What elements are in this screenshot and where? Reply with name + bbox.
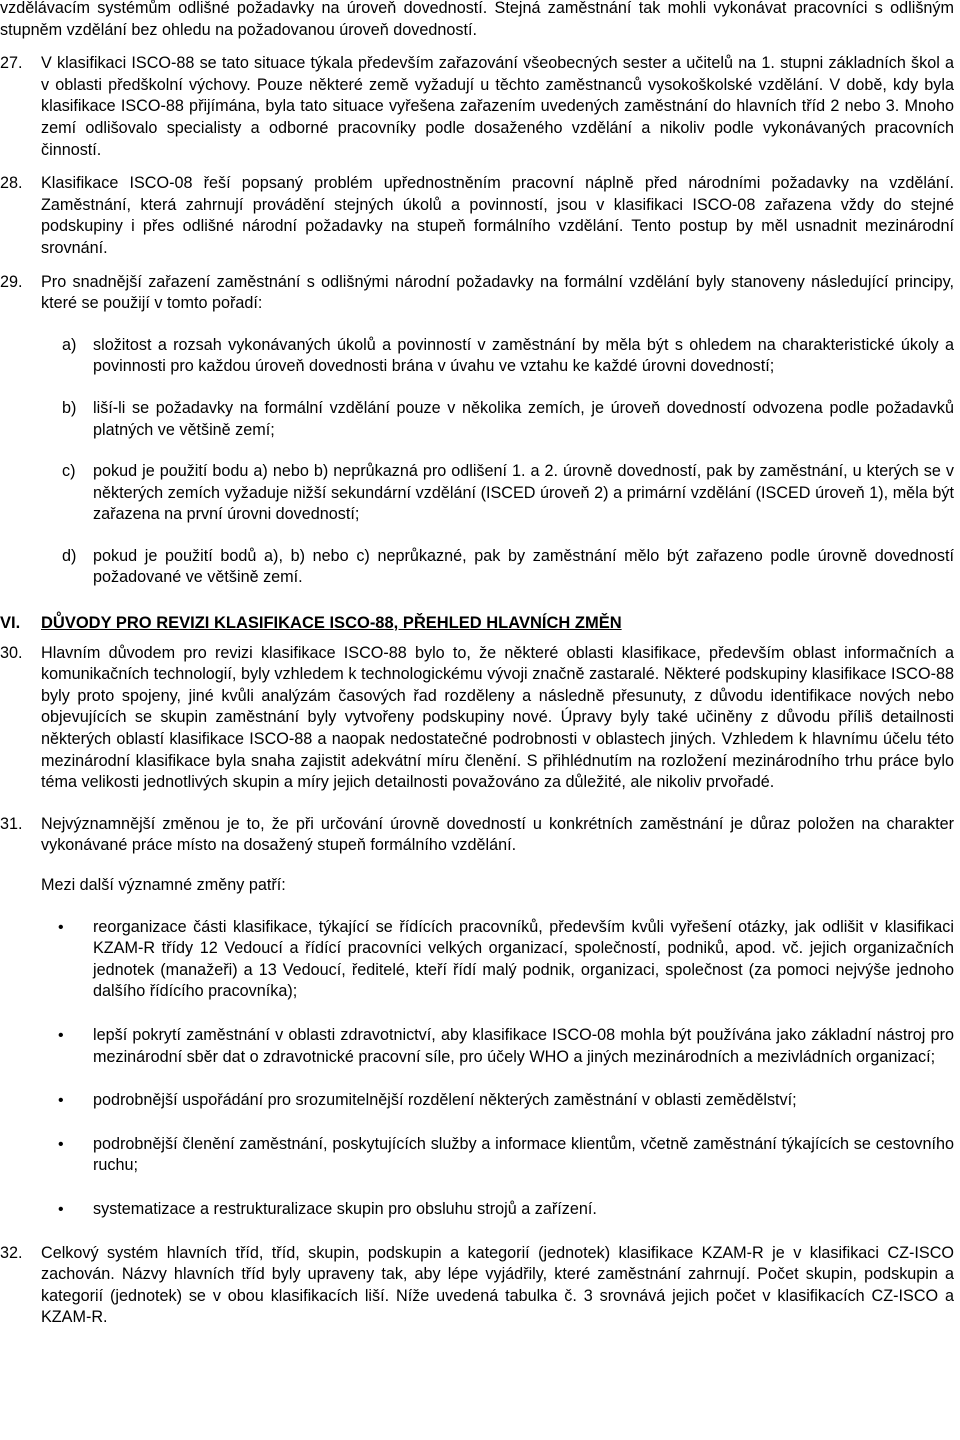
list-item	[0, 335, 954, 378]
paragraph-27	[0, 53, 954, 161]
list-item	[0, 1090, 954, 1112]
paragraph-text: V klasifikaci ISCO-88 se tato situace týkala především zařazování všeobecných sester a učitelů na 1. stupni základních škol a v oblasti předškolní výchovy. Pouze některé země vyžadují u těchto zaměstnanců vysokoškolské vzdělání. V době, kdy byla klasifikace ISCO-88 přijímána, byla tato situace vyřešena zařazením uvedených zaměstnání do hlavních tříd 2 nebo 3. Mnoho zemí odlišovalo specialisty a odborné pracovníky podle dosaženého vzdělání a nikoliv podle vykonávaných pracovních činností.	[41, 54, 954, 159]
paragraph-text: Klasifikace ISCO-08 řeší popsaný problém upřednostněním pracovní náplně před národními požadavky na vzdělání. Zaměstnání, která zahrnují provádění stejných úkolů a povinností, jsou v klasifikaci ISCO-08 zařazena vždy do stejné podskupiny i přes odlišné národní požadavky na stupeň formálního vzdělání. Tento postup by měl usnadnit mezinárodní srovnání.	[41, 174, 954, 257]
paragraph-number: 29.	[0, 272, 23, 291]
list-item-text: systematizace a restrukturalizace skupin pro obsluhu strojů a zařízení.	[93, 1199, 597, 1218]
list-item	[0, 546, 954, 589]
list-item	[0, 1025, 954, 1068]
section-title: DŮVODY PRO REVIZI KLASIFIKACE ISCO-88, PŘEHLED HLAVNÍCH ZMĚN	[41, 614, 622, 633]
paragraph-32	[0, 1243, 954, 1329]
list-item-label: c)	[62, 462, 76, 481]
paragraph-text: Nejvýznamnější změnou je to, že při určování úrovně dovedností u konkrétních zaměstnání je důraz položen na charakter vykonávané práce místo na dosažený stupeň formálního vzdělání.	[41, 814, 954, 855]
section-number: VI.	[0, 614, 21, 633]
list-item-text: liší-li se požadavky na formální vzdělání pouze v několika zemích, je úroveň dovedností odvozena podle požadavků platných ve většině zemí;	[93, 398, 954, 439]
continuation-text: vzdělávacím systémům odlišné požadavky na úroveň dovedností. Stejná zaměstnání tak mohli vykonávat pracovníci s odlišným stupněm vzdělání bez ohledu na požadovanou úroveň dovedností.	[0, 0, 954, 39]
section-heading	[0, 613, 954, 635]
bullet-icon: •	[58, 1092, 64, 1110]
list-item-text: lepší pokrytí zaměstnání v oblasti zdravotnictví, aby klasifikace ISCO-08 mohla být používána jako základní nástroj pro mezinárodní sběr dat o zdravotnické pracovní síle, pro účely WHO a jiných mezinárodních a mezivládních organizací;	[93, 1025, 954, 1066]
list-item-text: složitost a rozsah vykonávaných úkolů a povinností v zaměstnání by měla být s ohledem na charakteristické úkoly a povinnosti pro každou úroveň dovednosti brána v úvahu ve vztahu ke každé úrovni dovedností;	[93, 335, 954, 376]
paragraph-text: Hlavním důvodem pro revizi klasifikace ISCO-88 bylo to, že některé oblasti klasifikace, především oblast informačních a komunikačních technologií, byly vzhledem k technologickému vývoji značně zastaralé. Některé podskupiny klasifikace ISCO-88 byly proto spojeny, jiné kvůli analýzám časových řad rozděleny a následně přesunuty, z důvodu identifikace nových nebo objevujících se skupin zaměstnání byly vytvořeny podskupiny nové. Úpravy byly také učiněny z důvodu příliš detailnosti některých oblastí klasifikace ISCO-88 a naopak nedostatečné podrobnosti v oblastech jiných. Vzhledem k hlavnímu účelu této mezinárodní klasifikace byla snaha zajistit adekvátní míru členění. S přihlédnutím na rozložení mezinárodního trhu práce bylo téma velikosti jednotlivých skupin a míry jejich detailnosti považováno za důležité, ale nikoliv prvořadé.	[41, 643, 954, 792]
paragraph-number: 28.	[0, 174, 23, 193]
list-item-label: a)	[62, 335, 77, 354]
paragraph-text: Pro snadnější zařazení zaměstnání s odlišnými národní požadavky na formální vzdělání byly stanoveny následující principy, které se použijí v tomto pořadí:	[41, 272, 954, 313]
list-item	[0, 1134, 954, 1177]
list-item-text: podrobnější uspořádání pro srozumitelnější rozdělení některých zaměstnání v oblasti zemědělství;	[93, 1091, 797, 1110]
list-item-label: b)	[62, 398, 77, 417]
paragraph-number: 31.	[0, 814, 23, 833]
paragraph-29	[0, 272, 954, 315]
list-item-text: podrobnější členění zaměstnání, poskytujících služby a informace klientům, včetně zaměstnání týkajících se cestovního ruchu;	[93, 1134, 954, 1175]
bullet-icon: •	[58, 918, 64, 936]
list-item-label: d)	[62, 546, 77, 565]
list-item	[0, 1199, 954, 1221]
paragraph-number: 27.	[0, 54, 23, 73]
paragraph-number: 32.	[0, 1243, 23, 1262]
paragraph-text: Celkový systém hlavních tříd, tříd, skupin, podskupin a kategorií (jednotek) klasifikace KZAM-R je v klasifikaci CZ-ISCO zachován. Názvy hlavních tříd byly upraveny tak, aby lépe vyjádřily, které zaměstnání zahrnují. Počet skupin, podskupin a kategorií (jednotek) se v obou klasifikacích liší. Níže uvedená tabulka č. 3 srovnává jejich počet v klasifikacích CZ-ISCO a KZAM-R.	[41, 1243, 954, 1327]
list-item-text: pokud je použití bodů a), b) nebo c) neprůkazné, pak by zaměstnání mělo být zařazeno podle úrovně dovedností požadované ve většině zemí.	[93, 546, 954, 587]
list-item-text: pokud je použití bodu a) nebo b) neprůkazná pro odlišení 1. a 2. úrovně dovedností, pak by zaměstnání, u kterých se v některých zemích vyžaduje nižší sekundární vzdělání (ISCED úroveň 2) a primární vzdělání (ISCED úroveň 1), měla být zařazena na první úrovni dovedností;	[93, 462, 954, 524]
changes-list	[0, 917, 954, 1221]
list-item	[0, 398, 954, 441]
bullet-icon: •	[58, 1135, 64, 1153]
paragraph-31	[0, 814, 954, 857]
bullet-icon: •	[58, 1026, 64, 1044]
changes-intro: Mezi další významné změny patří:	[41, 876, 286, 894]
principles-list	[0, 335, 954, 589]
bullet-icon: •	[58, 1200, 64, 1218]
paragraph-number: 30.	[0, 643, 23, 662]
list-item	[0, 917, 954, 1003]
list-item-text: reorganizace části klasifikace, týkající se řídících pracovníků, především kvůli vyřešení otázky, jak odlišit v klasifikaci KZAM-R třídy 12 Vedoucí a řídící pracovníci velkých organizací, společností, podniků, apod. vč. jejich organizačních jednotek (manažeři) a 13 Vedoucí, ředitelé, kteří řídí malý podnik, organizaci, společnost (za pomoci nejvýše jednoho dalšího řídícího pracovníka);	[93, 917, 954, 1001]
list-item	[0, 461, 954, 526]
paragraph-30	[0, 643, 954, 794]
paragraph-28	[0, 173, 954, 259]
